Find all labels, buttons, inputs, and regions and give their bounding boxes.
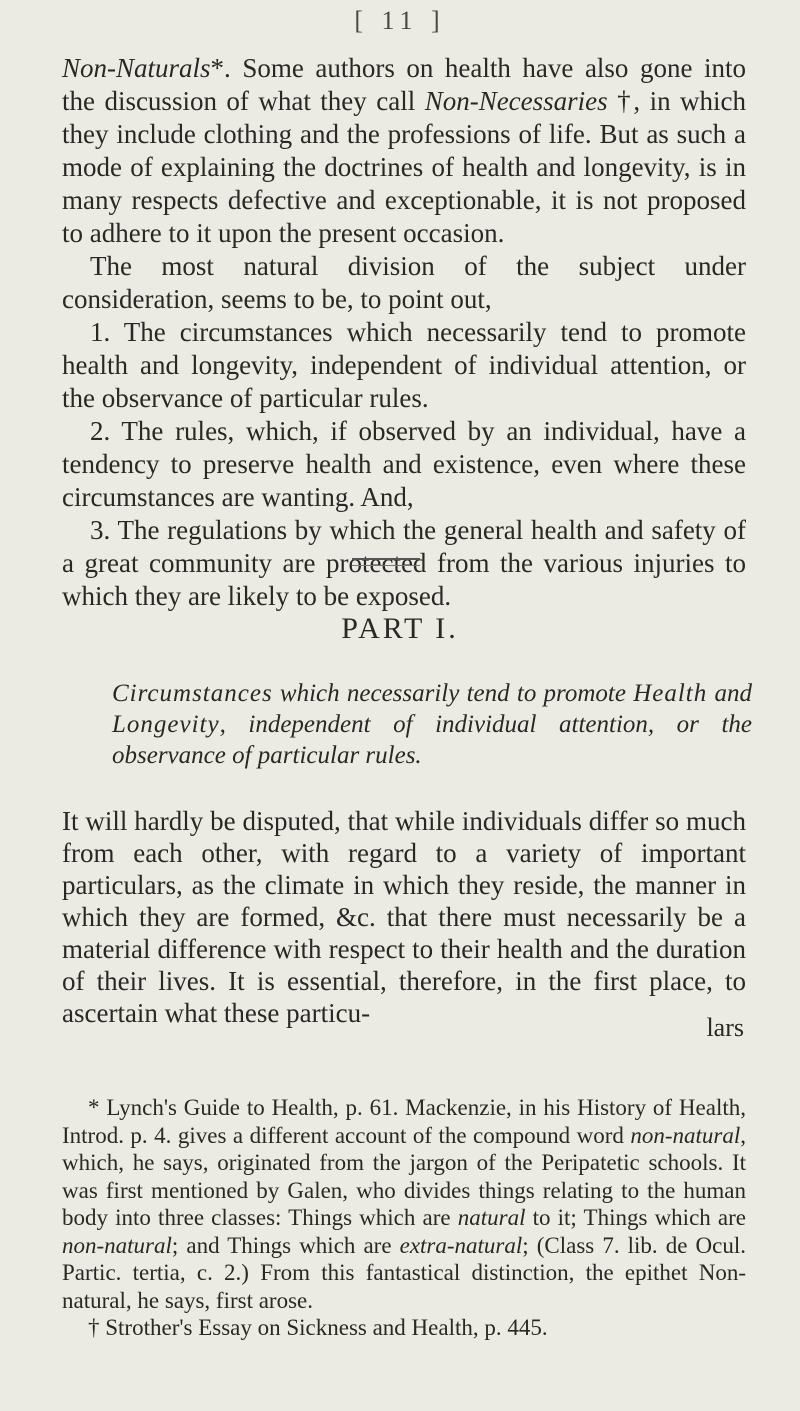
term-non-necessaries: Non-Necessaries <box>424 86 608 116</box>
footnote-marker-dagger: †, <box>617 86 641 116</box>
footnote-2: † Strother's Essay on Sickness and Health, p. 445. <box>88 1315 548 1340</box>
list-item: 3. The regulations by which the general health and safety of a great community are protected from the various injuries to which they are likely to be exposed. <box>62 515 746 611</box>
term-non-naturals: Non-Naturals <box>62 53 211 83</box>
numbered-list <box>62 316 746 613</box>
intro-section <box>62 52 746 613</box>
page-number: [ 11 ] <box>354 6 446 35</box>
intro-paragraph: Non-Naturals*. Some authors on health have also gone into the discussion of what they call Non-Necessaries †, in which they include clothing and the professions of life. But as such a mode of explaining the doctrines of health and longevity, is in many respects defective and exceptionable, it is not proposed to adhere to it upon the present occasion. <box>62 53 747 248</box>
footnote-1: * Lynch's Guide to Health, p. 61. Mackenzie, in his History of Health, Introd. p. 4. gives a different account of the compound word non-natural, which, he says, originated from the jargon of the Peripatetic schools. It was first mentioned by Galen, who divides things relating to the human body into three classes: Things which are natural to it; Things which are non-natural; and Things which are extra-natural; (Class 7. lib. de Ocul. Partic. tertia, c. 2.) From this fantastical distinction, the epithet Non-natural, he says, first arose. <box>62 1095 747 1313</box>
list-item: 1. The circumstances which necessarily tend to promote health and longevity, independent of individual attention, or the observance of particular rules. <box>62 317 746 413</box>
catchword: lars <box>706 1013 744 1042</box>
section-divider <box>352 558 420 566</box>
list-item: 2. The rules, which, if observed by an individual, have a tendency to preserve health and existence, even where these circumstances are wanting. And, <box>62 416 746 512</box>
part-heading: PART I. <box>341 612 459 645</box>
part-subtitle: Circumstances which necessarily tend to promote Health and Longevity, independent of individual attention, or the observance of particular rules. <box>112 680 752 769</box>
part-body-paragraph: It will hardly be disputed, that while individuals differ so much from each other, with regard to a variety of important particulars, as the climate in which they reside, the manner in which they are formed, &c. that there must necessarily be a material difference with respect to their health and the duration of their lives. It is essential, therefore, in the first place, to ascertain what these particu- <box>62 806 746 1028</box>
division-paragraph: The most natural division of the subject under consideration, seems to be, to point out, <box>62 251 746 314</box>
footnote-marker-star: *. <box>210 53 231 83</box>
footnotes <box>62 1094 746 1342</box>
